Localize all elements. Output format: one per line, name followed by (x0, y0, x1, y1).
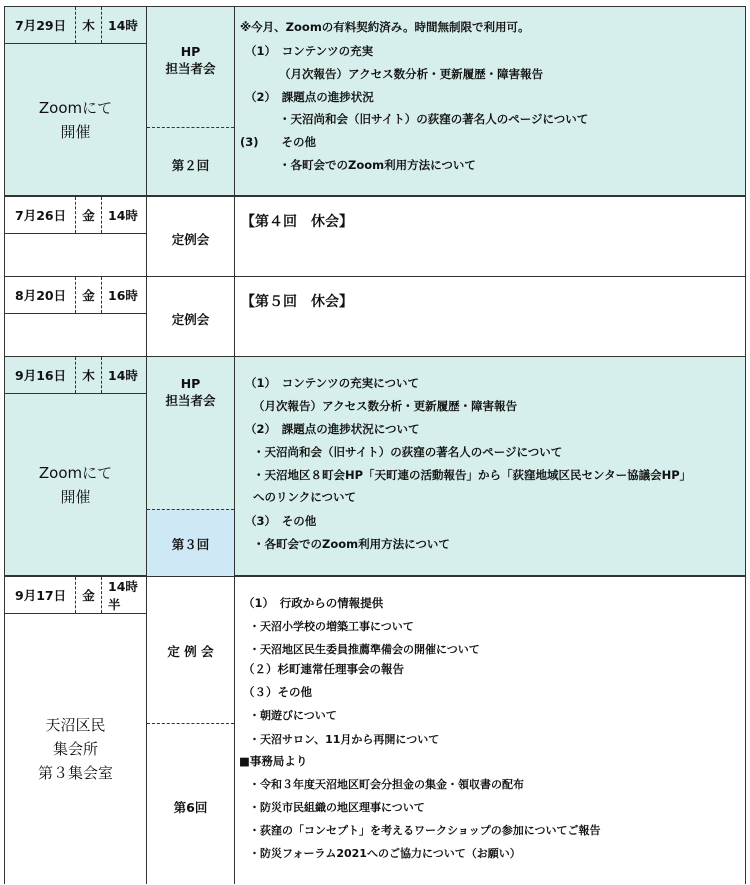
agenda-line: ※今月、Zoomの有料契約済み。時間無制限で利用可。 (240, 20, 530, 34)
date-bar (5, 7, 146, 44)
session-cell (147, 509, 234, 576)
time: 14時 (108, 18, 138, 33)
meeting-column (146, 197, 235, 277)
session-label: 第３回 (171, 537, 210, 552)
date-bar (5, 577, 146, 614)
time: 14時半 (108, 579, 138, 612)
date: 8月20日 (15, 288, 67, 303)
time: 14時 (108, 368, 138, 383)
agenda-line: （3） その他 (245, 514, 317, 528)
meeting-type: 定 例 会 (167, 644, 214, 659)
date: 7月29日 (15, 18, 67, 33)
agenda-line: ・防災市民組織の地区理事について (249, 801, 425, 814)
schedule-row-0729 (4, 6, 746, 196)
session-label: 第6回 (173, 800, 208, 815)
time: 14時 (108, 208, 138, 223)
agenda-line: （月次報告）アクセス数分析・更新履歴・障害報告 (279, 67, 544, 81)
meeting-column (146, 7, 235, 195)
date: 9月16日 (15, 368, 67, 383)
venue-line: 開催 (60, 488, 91, 506)
time: 16時 (108, 288, 138, 303)
agenda-line: ・防災フォーラム2021へのご協力について（お願い） (249, 847, 521, 860)
meeting-type (147, 375, 234, 409)
meeting-type (147, 43, 234, 77)
meeting-column (146, 577, 235, 884)
agenda-line: ・天沼サロン、11月から再開について (249, 733, 440, 746)
date: 7月26日 (15, 208, 67, 223)
agenda-line: ■事務局より (239, 754, 308, 768)
agenda (235, 197, 745, 277)
venue-line: 開催 (60, 123, 91, 141)
meeting-type-line: 担当者会 (165, 393, 216, 408)
agenda-line: ・天沼尚和会（旧サイト）の荻窪の著名人のページについて (253, 445, 563, 459)
schedule-row-0916 (4, 356, 746, 576)
venue (5, 43, 146, 197)
agenda-line: ・天沼地区８町会HP「天町連の活動報告」から「荻窪地域区民センター協議会HP」 (253, 468, 692, 482)
agenda (235, 577, 745, 884)
weekday: 金 (75, 577, 102, 613)
agenda-line: ・天沼地区民生委員推薦準備会の開催について (249, 643, 480, 656)
weekday: 金 (75, 277, 102, 313)
agenda-line: ・天沼尚和会（旧サイト）の荻窪の著名人のページについて (279, 112, 589, 126)
schedule-row-0726 (4, 196, 746, 278)
meeting-type-line: HP (180, 376, 201, 391)
agenda-line: （1） コンテンツの充実について (245, 376, 419, 390)
agenda (235, 277, 745, 357)
divider (147, 723, 234, 724)
schedule-row-0820 (4, 276, 746, 358)
venue-line: 集会所 (52, 740, 98, 758)
agenda-line: ・各町会でのZoom利用方法について (253, 537, 450, 551)
agenda-line: へのリンクについて (253, 490, 357, 504)
agenda-line: ・各町会でのZoom利用方法について (279, 158, 476, 172)
agenda-line: （月次報告）アクセス数分析・更新履歴・障害報告 (253, 399, 518, 413)
date-bar (5, 197, 146, 234)
agenda-line: ・朝遊びについて (249, 709, 337, 722)
agenda-line: （1） 行政からの情報提供 (243, 596, 384, 610)
meeting-column (146, 357, 235, 575)
weekday: 木 (75, 357, 102, 393)
agenda-line: 【第５回 休会】 (241, 294, 353, 310)
date-bar (5, 277, 146, 314)
agenda-line: ・令和３年度天沼地区町会分担金の集金・領収書の配布 (249, 778, 524, 791)
meeting-type: 定例会 (171, 232, 210, 247)
schedule-row-0917 (4, 576, 746, 884)
venue (5, 393, 146, 577)
venue-line: 天沼区民 (45, 716, 106, 734)
agenda (235, 357, 745, 575)
venue-line: 第３集会室 (37, 764, 113, 782)
agenda-line: (3) その他 (240, 135, 317, 149)
agenda-line: 【第４回 休会】 (241, 214, 353, 230)
agenda (235, 7, 745, 195)
agenda-line: ・天沼小学校の増築工事について (249, 620, 414, 633)
divider (147, 127, 234, 128)
agenda-line: （1） コンテンツの充実 (245, 44, 374, 58)
meeting-type-line: HP (180, 44, 201, 59)
session-label: 第２回 (171, 158, 210, 173)
meeting-type-line: 担当者会 (165, 61, 216, 76)
agenda-line: （３）その他 (243, 685, 312, 699)
weekday: 金 (75, 197, 102, 233)
agenda-line: （２）杉町連常任理事会の報告 (243, 662, 404, 676)
venue-line: Zoomにて (38, 464, 113, 482)
agenda-line: （2） 課題点の進捗状況について (245, 422, 420, 436)
venue (5, 613, 146, 885)
weekday: 木 (75, 7, 102, 43)
meeting-column (146, 277, 235, 357)
agenda-line: （2） 課題点の進捗状況 (245, 90, 374, 104)
date-bar (5, 357, 146, 394)
meeting-type: 定例会 (171, 312, 210, 327)
agenda-line: ・荻窪の「コンセプト」を考えるワークショップの参加についてご報告 (249, 824, 601, 837)
date: 9月17日 (15, 588, 67, 603)
venue-line: Zoomにて (38, 99, 113, 117)
